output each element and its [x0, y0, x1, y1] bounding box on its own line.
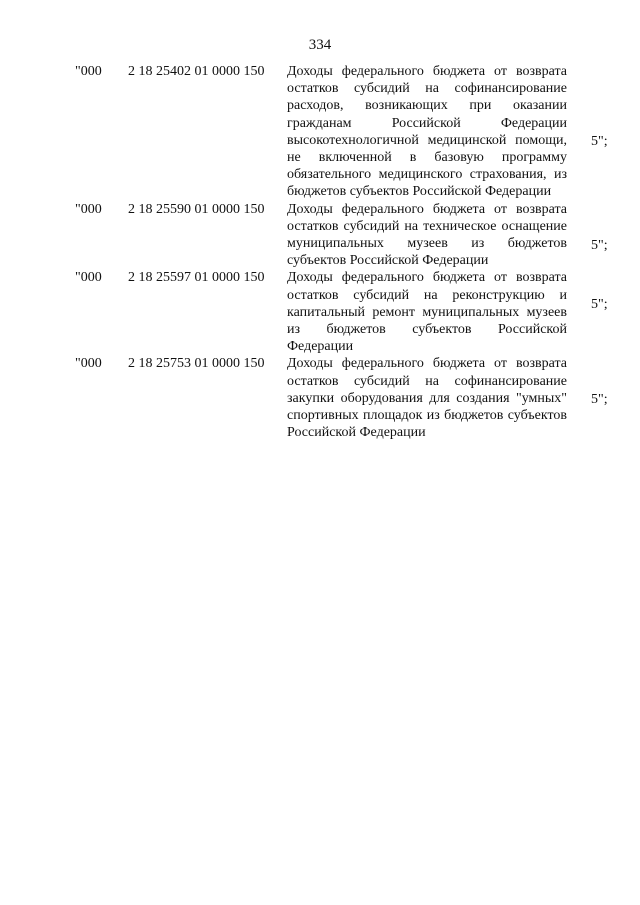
budget-code: 2 18 25402 01 0000 150 [128, 64, 265, 79]
row-value: 5"; [591, 237, 608, 253]
row-value: 5"; [591, 134, 608, 149]
income-description: Доходы федерального бюджета от возврата остатков субсидий на техническое оснащение муниципальных музеев из бюджетов субъектов Российской Федерации [287, 201, 567, 269]
page-number: 334 [308, 37, 332, 53]
budget-code: 2 18 25590 01 0000 150 [128, 201, 265, 217]
budget-codes-table [0, 63, 640, 441]
table-row [0, 269, 640, 355]
row-prefix: "000 [75, 201, 102, 217]
row-value: 5"; [591, 392, 608, 408]
row-prefix: "000 [75, 64, 102, 79]
income-description: Доходы федерального бюджета от возврата остатков субсидий на реконструкцию и капитальный ремонт муниципальных музеев из бюджетов субъектов Российской Федерации [287, 270, 567, 355]
income-description: Доходы федерального бюджета от возврата остатков субсидий на софинансирование расходов, возникающих при оказании гражданам Российской Федерации высокотехнологичной медицинской помощи, не включенной в базовую программу обязательного медицинского страхования, из бюджетов субъектов Российской Федерации [287, 64, 567, 200]
row-value: 5"; [591, 297, 608, 313]
table-row [0, 355, 640, 441]
row-prefix: "000 [75, 270, 102, 286]
budget-code: 2 18 25753 01 0000 150 [128, 356, 265, 372]
table-row [0, 201, 640, 270]
table-row [0, 63, 640, 201]
row-prefix: "000 [75, 356, 102, 372]
income-description: Доходы федерального бюджета от возврата остатков субсидий на софинансирование закупки оборудования для создания "умных" спортивных площадок из бюджетов субъектов Российской Федерации [287, 356, 567, 441]
budget-code: 2 18 25597 01 0000 150 [128, 270, 265, 286]
